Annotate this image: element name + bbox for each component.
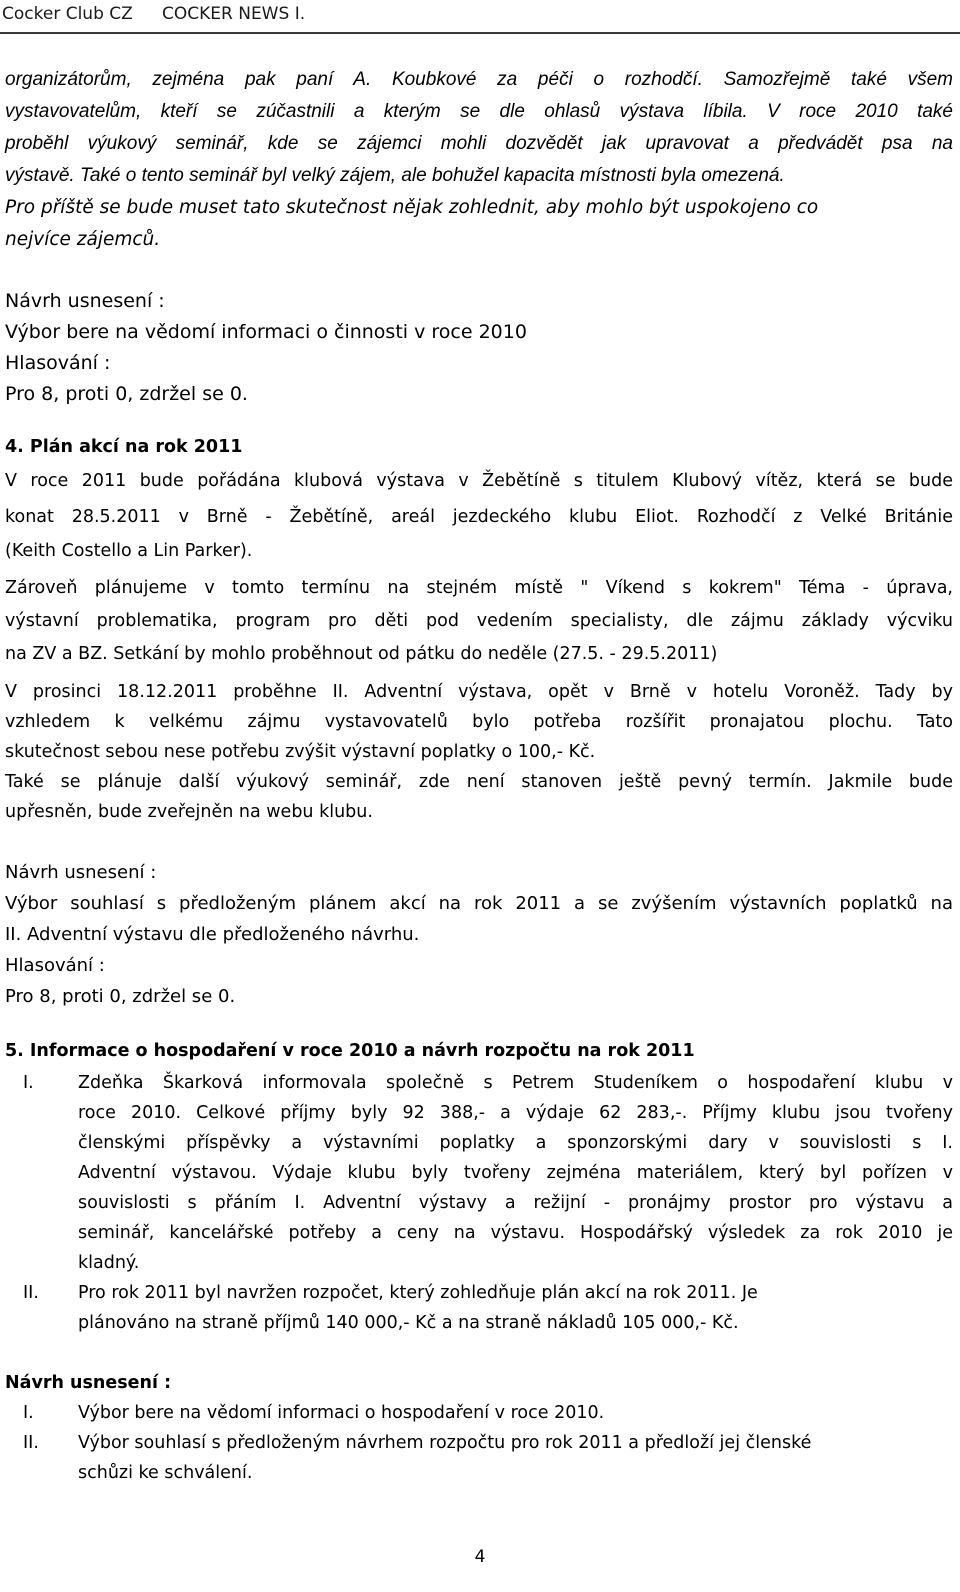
list-number: II. xyxy=(23,1283,39,1303)
text-line: (Keith Costello a Lin Parker). xyxy=(5,541,253,561)
text-line: výstavě. Také o tento seminář byl velký zájem, ale bohužel kapacita místnosti byla omezená. xyxy=(5,165,785,186)
list-number: I. xyxy=(23,1073,34,1093)
text-line: organizátorům, zejména pak paní A. Koubkové za péči o rozhodčí. Samozřejmě také všem xyxy=(5,69,953,90)
header-divider xyxy=(0,32,960,34)
list-item xyxy=(5,1398,953,1428)
resolution-label: Návrh usnesení : xyxy=(5,290,165,312)
text-line: nejvíce zájemců. xyxy=(5,229,161,250)
intro-paragraph xyxy=(5,64,953,256)
text-line: Pro rok 2011 byl navržen rozpočet, který zohledňuje plán akcí na rok 2011. Je xyxy=(78,1283,758,1303)
text-line: vzhledem k velkému zájmu vystavovatelů bylo potřeba rozšířit pronajatou plochu. Tato xyxy=(5,712,953,732)
section-heading: 4. Plán akcí na rok 2011 xyxy=(5,437,243,457)
page-content xyxy=(5,64,953,1488)
text-line: Výbor bere na vědomí informaci o hospodaření v roce 2010. xyxy=(78,1403,605,1423)
text-line: vystavovatelům, kteří se zúčastnili a kterým se dle ohlasů výstava líbila. V roce 2010 také xyxy=(5,101,953,122)
list-item xyxy=(5,1068,953,1278)
text-line: roce 2010. Celkové příjmy byly 92 388,- a výdaje 62 283,-. Příjmy klubu jsou tvořeny xyxy=(78,1103,953,1123)
list-item xyxy=(5,1278,953,1338)
text-line: Adventní výstavou. Výdaje klubu byly tvořeny zejména materiálem, který byl pořízen v xyxy=(78,1163,953,1183)
text-line: proběhl výukový seminář, kde se zájemci mohli dozvědět jak upravovat a předvádět psa na xyxy=(5,133,953,154)
text-line: Zároveň plánujeme v tomto termínu na stejném místě " Víkend s kokrem" Téma - úprava, xyxy=(5,578,953,598)
resolution-block-2 xyxy=(5,857,953,1012)
resolution-text: Výbor bere na vědomí informaci o činnosti v roce 2010 xyxy=(5,321,527,343)
text-line: Výbor souhlasí s předloženým návrhem rozpočtu pro rok 2011 a předloží jej členské xyxy=(78,1433,812,1453)
section-5 xyxy=(5,1036,953,1338)
resolution-block-1 xyxy=(5,286,953,410)
text-line: II. Adventní výstavu dle předloženého návrhu. xyxy=(5,924,420,945)
vote-label: Hlasování : xyxy=(5,955,105,976)
text-line: výstavní problematika, program pro děti pod vedením specialisty, dle zájmu základy výcviku xyxy=(5,611,953,631)
text-line: seminář, kancelářské potřeby a ceny na výstavu. Hospodářský výsledek za rok 2010 je xyxy=(78,1223,953,1243)
resolution-label: Návrh usnesení : xyxy=(5,1373,172,1393)
vote-result: Pro 8, proti 0, zdržel se 0. xyxy=(5,383,248,405)
text-line: upřesněn, bude zveřejněn na webu klubu. xyxy=(5,802,373,822)
header-newsletter-name: COCKER NEWS I. xyxy=(162,4,306,24)
list-number: I. xyxy=(23,1403,34,1423)
text-line: na ZV a BZ. Setkání by mohlo proběhnout od pátku do neděle (27.5. - 29.5.2011) xyxy=(5,644,718,664)
text-line: Také se plánuje další výukový seminář, zde není stanoven ještě pevný termín. Jakmile bude xyxy=(5,772,953,792)
section-heading: 5. Informace o hospodaření v roce 2010 a návrh rozpočtu na rok 2011 xyxy=(5,1041,695,1061)
text-line: V prosinci 18.12.2011 proběhne II. Adventní výstava, opět v Brně v hotelu Voroněž. Tady by xyxy=(5,682,953,702)
text-line: Pro příště se bude muset tato skutečnost nějak zohlednit, aby mohlo být uspokojeno co xyxy=(5,197,819,218)
text-line: Výbor souhlasí s předloženým plánem akcí na rok 2011 a se zvýšením výstavních poplatků na xyxy=(5,893,953,914)
vote-result: Pro 8, proti 0, zdržel se 0. xyxy=(5,986,236,1007)
list-item xyxy=(5,1428,953,1488)
resolution-label: Návrh usnesení : xyxy=(5,862,157,883)
vote-label: Hlasování : xyxy=(5,352,111,374)
resolution-block-3 xyxy=(5,1368,953,1488)
text-line: plánováno na straně příjmů 140 000,- Kč a na straně nákladů 105 000,- Kč. xyxy=(78,1313,739,1333)
page-number: 4 xyxy=(474,1547,486,1567)
text-line: Zdeňka Škarková informovala společně s Petrem Studeníkem o hospodaření klubu v xyxy=(78,1073,953,1093)
section-4 xyxy=(5,432,953,827)
page-header xyxy=(0,0,960,30)
text-line: schůzi ke schválení. xyxy=(78,1463,253,1483)
header-club-name: Cocker Club CZ xyxy=(2,4,133,24)
text-line: konat 28.5.2011 v Brně - Žebětíně, areál jezdeckého klubu Eliot. Rozhodčí z Velké Británie xyxy=(5,507,953,527)
text-line: skutečnost sebou nese potřebu zvýšit výstavní poplatky o 100,- Kč. xyxy=(5,742,596,762)
list-number: II. xyxy=(23,1433,39,1453)
text-line: členskými příspěvky a výstavními poplatky a sponzorskými dary v souvislosti s I. xyxy=(78,1133,953,1153)
text-line: kladný. xyxy=(78,1253,140,1273)
text-line: V roce 2011 bude pořádána klubová výstava v Žebětíně s titulem Klubový vítěz, která se bude xyxy=(5,471,953,491)
text-line: souvislosti s přáním I. Adventní výstavy a režijní - pronájmy prostor pro výstavu a xyxy=(78,1193,953,1213)
